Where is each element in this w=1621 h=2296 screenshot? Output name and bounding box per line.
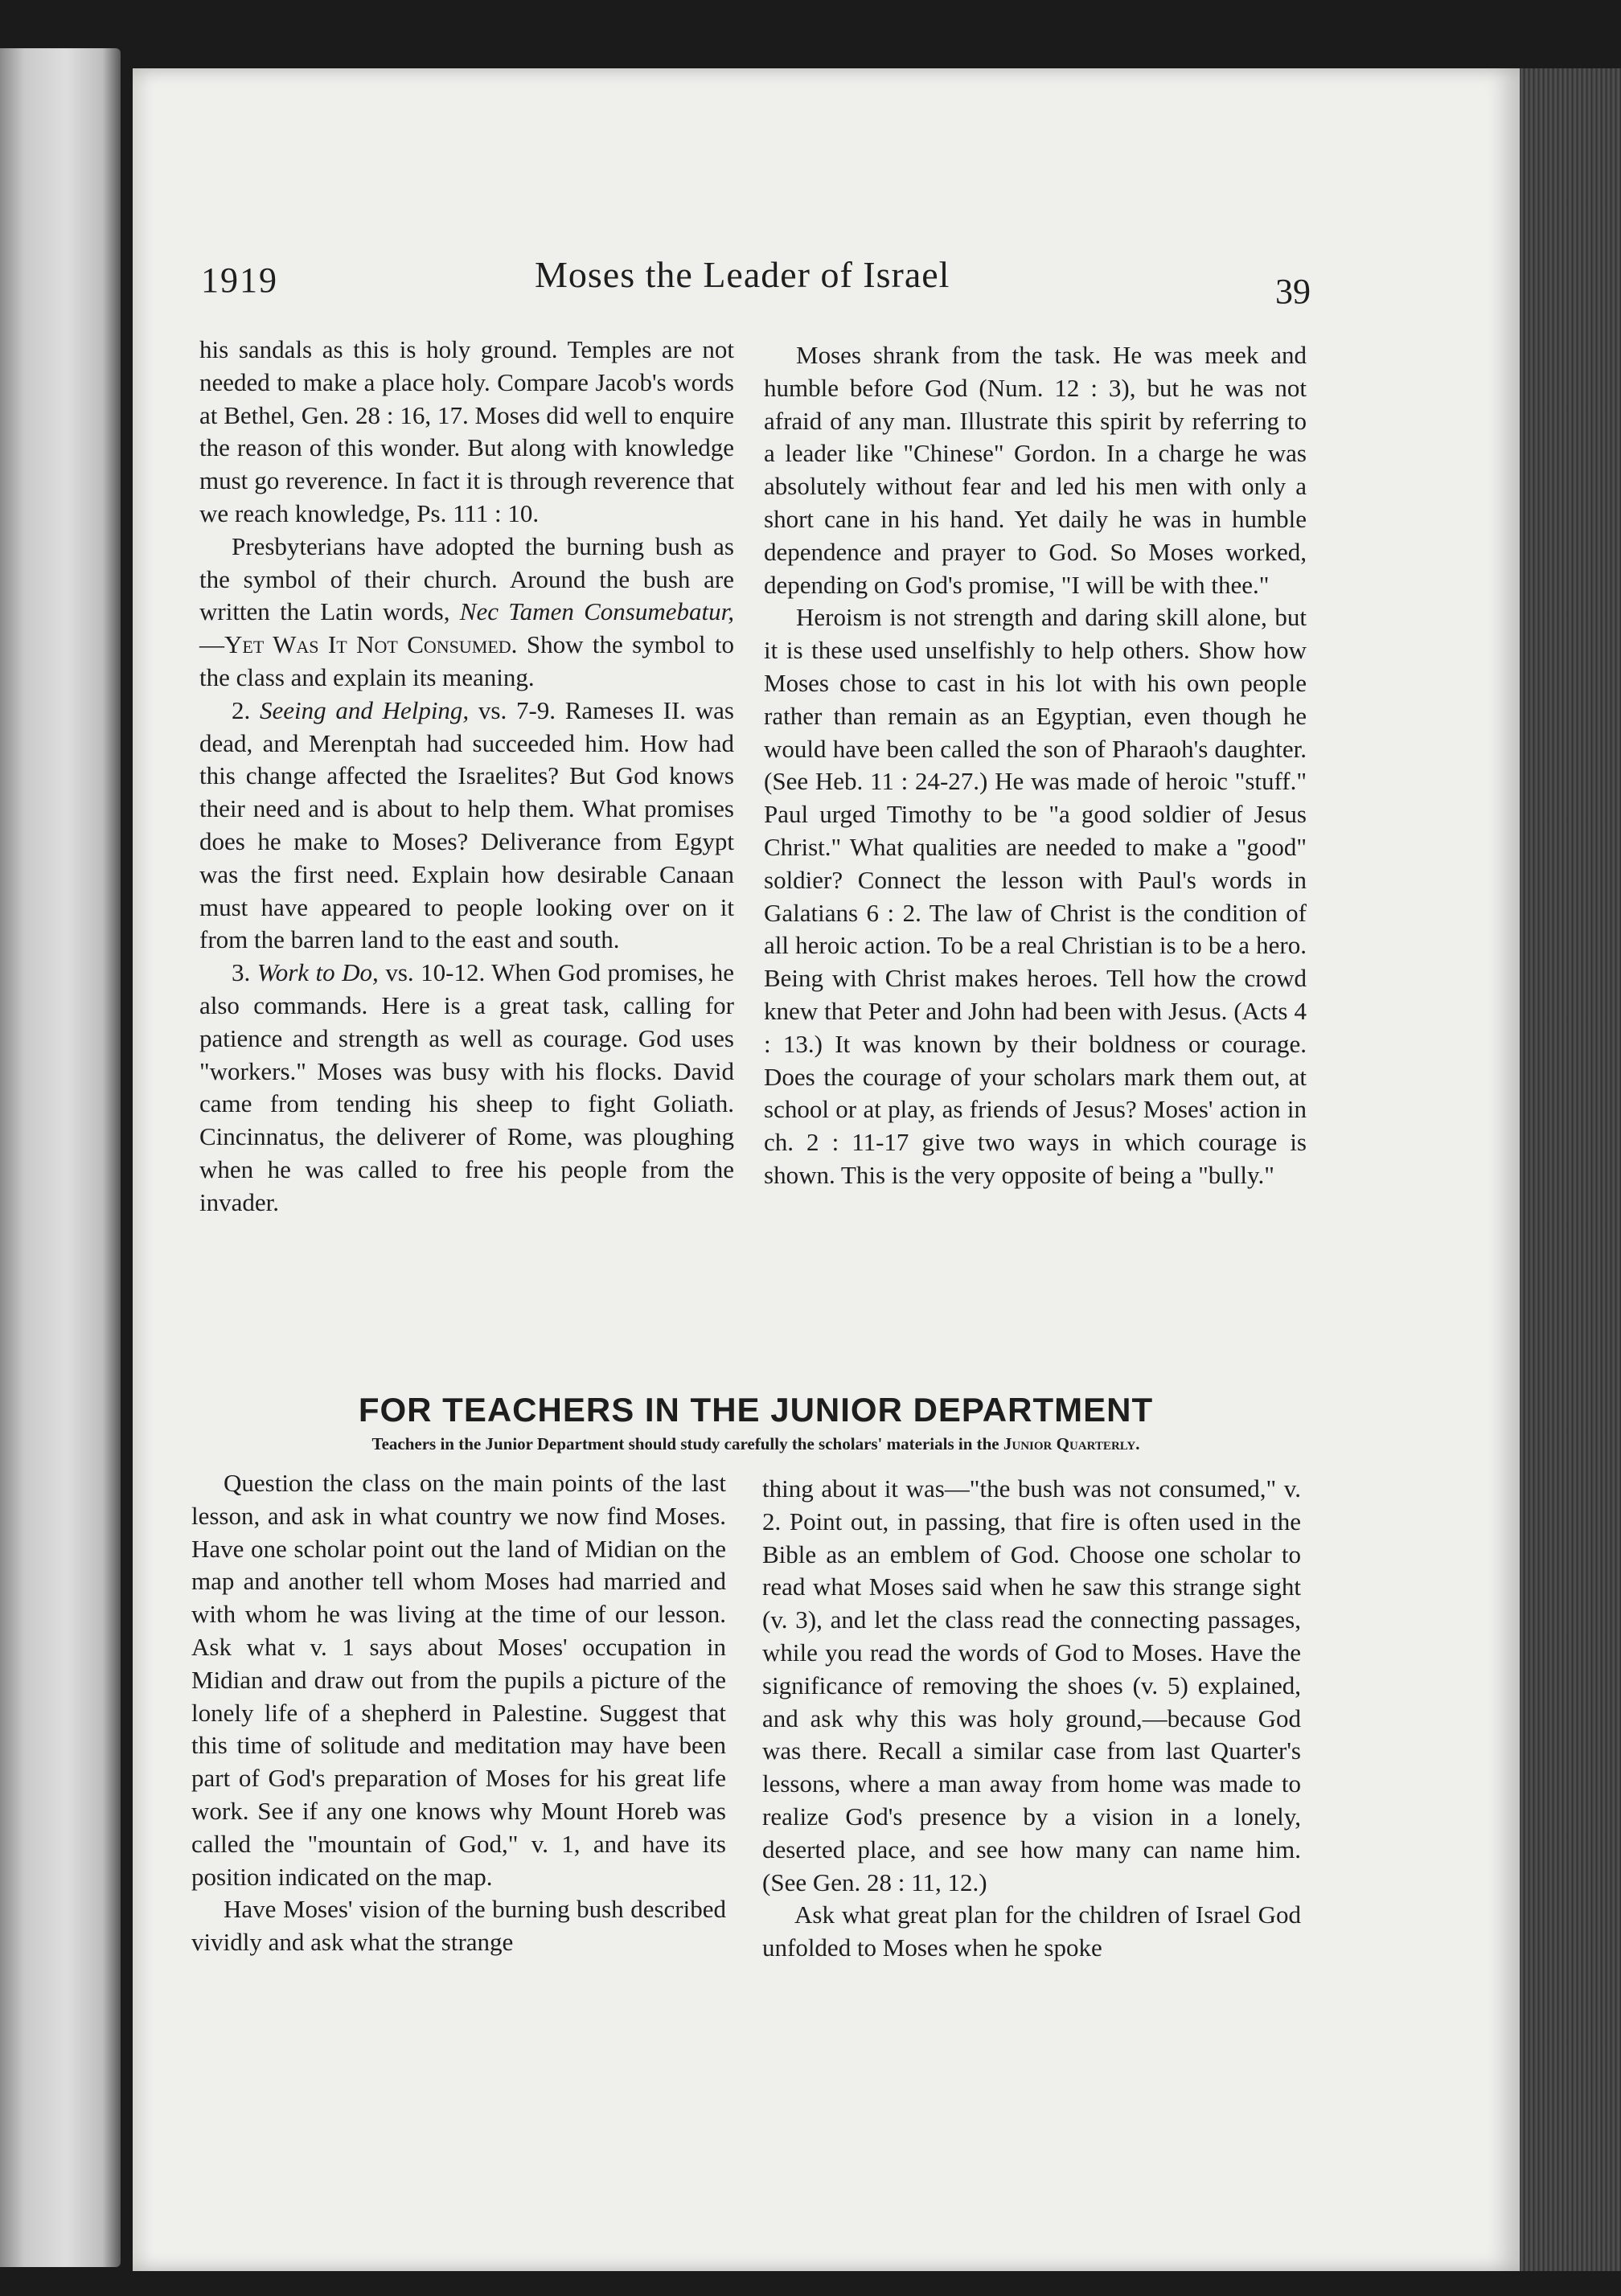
column-right-bottom [762, 1473, 1301, 1965]
column-right-top [764, 339, 1307, 1192]
paragraph: his sandals as this is holy ground. Temples are not needed to make a place holy. Compare Jacob's words at Bethel, Gen. 28 : 16, 17. Moses did well to enquire the reason of this wonder. But along with knowledge must go reverence. In fact it is through reverence that we reach knowledge, Ps. 111 : 10. [199, 335, 734, 527]
section-heading: FOR TEACHERS IN THE JUNIOR DEPARTMENT [358, 1391, 1154, 1429]
page-stack-edge [1520, 68, 1621, 2271]
column-left-top [199, 334, 734, 1220]
column-left-bottom [191, 1467, 726, 1959]
paragraph: Have Moses' vision of the burning bush described vividly and ask what the strange [191, 1895, 726, 1957]
running-header [201, 253, 1311, 310]
paragraph: 3. Work to Do, vs. 10-12. When God promises, he also commands. Here is a great task, calling for patience and strength as well as courage. God uses "workers." Moses was busy with his flocks. David came from tending his sheep to fight Goliath. Cincinnatus, the deliverer of Rome, was ploughing when he was called to free his people from the invader. [199, 958, 734, 1216]
paragraph: Heroism is not strength and daring skill alone, but it is these used unselfishly to help others. Show how Moses chose to cast in his lot with his own people rather than remain as an Egyptian, even though he would have been called the son of Pharaoh's daughter. (See Heb. 11 : 24-27.) He was made of heroic "stuff." Paul urged Timothy to be "a good soldier of Jesus Christ." What qualities are needed to make a "good" soldier? Connect the lesson with Paul's words in Galatians 6 : 2. The law of Christ is the condition of all heroic action. To be a real Christian is to be a hero. Being with Christ makes heroes. Tell how the crowd knew that Peter and John had been with Jesus. (Acts 4 : 13.) It was known by their boldness or courage. Does the courage of your scholars mark them out, at school or at play, as friends of Jesus? Moses' action in ch. 2 : 11-17 give two ways in which courage is shown. This is the very opposite of being a "bully." [764, 603, 1307, 1189]
header-year: 1919 [201, 260, 278, 300]
section-note: Teachers in the Junior Department should study carefully the scholars' materials in the Junior Quarterly. [371, 1434, 1140, 1453]
page-number: 39 [1275, 272, 1311, 311]
paragraph: Ask what great plan for the children of Israel God unfolded to Moses when he spoke [762, 1900, 1301, 1962]
facing-page-edge [0, 48, 121, 2267]
paragraph: thing about it was—"the bush was not consumed," v. 2. Point out, in passing, that fire is often used in the Bible as an emblem of God. Choose one scholar to read what Moses said when he saw this strange sight (v. 3), and let the class read the connecting passages, while you read the words of God to Moses. Have the significance of removing the shoes (v. 5) explained, and ask why this was holy ground,—because God was there. Recall a similar case from last Quarter's lessons, where a man away from home was made to realize God's presence by a vision in a lonely, deserted place, and see how many can name him. (See Gen. 28 : 11, 12.) [762, 1474, 1301, 1896]
paragraph: 2. Seeing and Helping, vs. 7-9. Rameses II. was dead, and Merenptah had succeeded him. How had this change affected the Israelites? But God knows their need and is about to help them. What promises does he make to Moses? Deliverance from Egypt was the first need. Explain how desirable Canaan must have appeared to people looking over on it from the barren land to the east and south. [199, 695, 734, 954]
paragraph: Presbyterians have adopted the burning bush as the symbol of their church. Around the bush are written the Latin words, Nec Tamen Consumebatur,—Yet Was It Not Consumed. Show the symbol to the class and explain its meaning. [199, 531, 734, 691]
paragraph: Moses shrank from the task. He was meek and humble before God (Num. 12 : 3), but he was not afraid of any man. Illustrate this spirit by referring to a leader like "Chinese" Gordon. In a charge he was absolutely without fear and led his men with only a short cane in his hand. Yet daily he was in humble dependence and prayer to God. So Moses worked, depending on God's promise, "I will be with thee." [764, 341, 1307, 599]
paragraph: Question the class on the main points of the last lesson, and ask in what country we now find Moses. Have one scholar point out the land of Midian on the map and another tell whom Moses had married and with whom he was living at the time of our lesson. Ask what v. 1 says about Moses' occupation in Midian and draw out from the pupils a picture of the lonely life of a shepherd in Palestine. Suggest that this time of solitude and meditation may have been part of God's preparation of Moses for his great life work. See if any one knows why Mount Horeb was called the "mountain of God," v. 1, and have its position indicated on the map. [191, 1469, 726, 1891]
header-title: Moses the Leader of Israel [535, 254, 950, 295]
